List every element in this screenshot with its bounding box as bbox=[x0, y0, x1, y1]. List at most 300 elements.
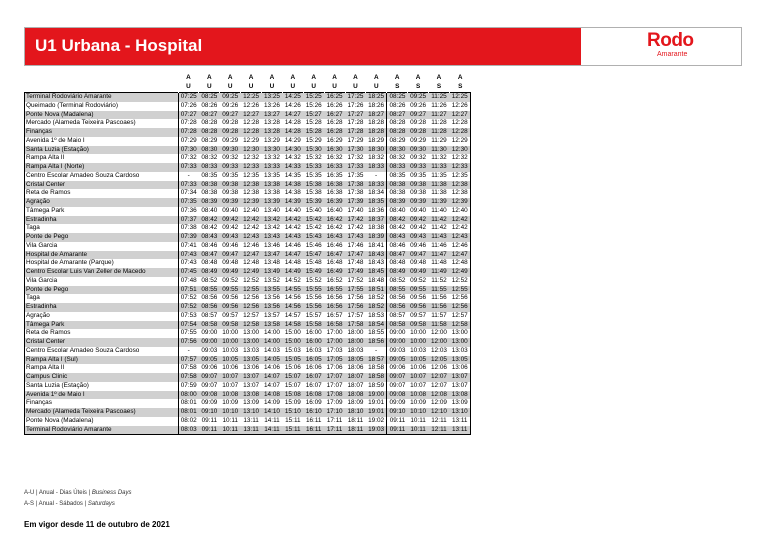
departure-time: 16:38 bbox=[326, 189, 343, 197]
departure-time: 12:49 bbox=[449, 268, 470, 277]
departure-time: 12:06 bbox=[430, 364, 447, 372]
departure-time: 08:55 bbox=[387, 286, 408, 295]
stop-name: Reta de Ramos bbox=[25, 189, 179, 198]
departure-time: 09:35 bbox=[410, 171, 427, 179]
departure-time: 08:27 bbox=[199, 111, 220, 120]
departure-time: 09:39 bbox=[408, 198, 429, 207]
departure-time: 09:48 bbox=[222, 259, 239, 267]
table-row bbox=[25, 102, 471, 111]
logo-subtitle: Amarante bbox=[657, 51, 688, 58]
departure-time: 09:49 bbox=[408, 268, 429, 277]
departure-time: 18:55 bbox=[368, 329, 385, 337]
departure-time: 07:52 bbox=[180, 294, 197, 302]
departure-time: 12:30 bbox=[241, 146, 262, 155]
departure-time: 12:56 bbox=[449, 303, 470, 312]
departure-time: 14:07 bbox=[263, 381, 280, 389]
departure-time: 08:58 bbox=[199, 321, 220, 330]
departure-time: 11:29 bbox=[431, 136, 447, 144]
stop-name: Cristal Center bbox=[25, 181, 179, 190]
departure-time: 14:43 bbox=[282, 233, 303, 242]
departure-time: 12:25 bbox=[449, 93, 470, 102]
stop-name: Campus Clinic bbox=[25, 373, 179, 382]
table-row bbox=[25, 154, 471, 163]
table-row bbox=[25, 146, 471, 155]
departure-time: 18:52 bbox=[366, 303, 387, 312]
header-row-2 bbox=[25, 83, 471, 93]
departure-time: 17:46 bbox=[347, 241, 364, 249]
departure-time: 15:35 bbox=[305, 171, 322, 179]
departure-time: 12:42 bbox=[243, 224, 260, 232]
departure-time: 10:09 bbox=[410, 399, 427, 407]
table-row bbox=[25, 399, 471, 408]
departure-time: 13:03 bbox=[449, 347, 470, 356]
departure-time: 12:42 bbox=[449, 216, 470, 225]
departure-time: 09:52 bbox=[222, 276, 239, 284]
departure-time: 17:57 bbox=[347, 311, 364, 319]
departure-time: 16:03 bbox=[305, 346, 322, 354]
departure-time: 10:11 bbox=[222, 416, 238, 424]
departure-time: 12:57 bbox=[449, 312, 470, 321]
departure-time: 08:40 bbox=[201, 206, 218, 214]
departure-time: 18:57 bbox=[366, 356, 387, 365]
departure-time: 14:09 bbox=[263, 399, 280, 407]
departure-time: 16:39 bbox=[324, 198, 345, 207]
departure-time: 18:30 bbox=[366, 146, 387, 155]
departure-time: 13:55 bbox=[262, 286, 283, 295]
departure-time: 08:56 bbox=[199, 303, 220, 312]
departure-time: 13:43 bbox=[262, 233, 283, 242]
departure-time: 07:30 bbox=[178, 146, 199, 155]
table-row bbox=[25, 111, 471, 120]
departure-time: 15:00 bbox=[284, 329, 301, 337]
departure-time: 10:00 bbox=[220, 338, 241, 347]
departure-time: 09:29 bbox=[222, 136, 239, 144]
departure-time: 07:53 bbox=[180, 311, 197, 319]
departure-time: 15:29 bbox=[305, 136, 322, 144]
departure-time: 16:00 bbox=[305, 329, 322, 337]
departure-time: 15:11 bbox=[282, 426, 303, 435]
departure-time: 08:57 bbox=[201, 311, 218, 319]
departure-time: 09:47 bbox=[408, 251, 429, 260]
departure-time: 11:43 bbox=[429, 233, 450, 242]
departure-time: 15:56 bbox=[305, 294, 322, 302]
table-row bbox=[25, 268, 471, 277]
departure-time: 11:39 bbox=[429, 198, 450, 207]
departure-time: 17:09 bbox=[326, 399, 343, 407]
departure-time: 11:56 bbox=[429, 303, 450, 312]
departure-time: 10:07 bbox=[408, 373, 429, 382]
departure-time: 14:28 bbox=[284, 119, 301, 127]
table-row bbox=[25, 338, 471, 347]
departure-time: 09:25 bbox=[408, 93, 429, 102]
logo-wordmark: Rodo bbox=[647, 30, 694, 51]
departure-time: 13:42 bbox=[262, 216, 283, 225]
departure-time: 15:00 bbox=[282, 338, 303, 347]
departure-time: 13:06 bbox=[449, 364, 470, 373]
column-header: A bbox=[366, 74, 387, 83]
departure-time: 17:00 bbox=[324, 338, 345, 347]
stop-name: Centro Escolar Luis Van Zeller de Macedo bbox=[25, 268, 179, 277]
departure-time: 08:49 bbox=[199, 268, 220, 277]
departure-time: 15:47 bbox=[303, 251, 324, 260]
departure-time: 08:28 bbox=[387, 119, 408, 128]
departure-time: 16:11 bbox=[303, 426, 324, 435]
departure-time: 16:26 bbox=[326, 101, 343, 109]
title-bar bbox=[25, 28, 581, 65]
departure-time: 17:42 bbox=[345, 216, 366, 225]
departure-time: - bbox=[187, 346, 190, 354]
table-row bbox=[25, 93, 471, 102]
departure-time: 10:07 bbox=[410, 381, 427, 389]
departure-time: 16:27 bbox=[324, 111, 345, 120]
table-row bbox=[25, 347, 471, 356]
departure-time: 17:27 bbox=[345, 111, 366, 120]
departure-time: 09:52 bbox=[410, 276, 427, 284]
departure-time: 07:43 bbox=[178, 251, 199, 260]
departure-time: 16:30 bbox=[324, 146, 345, 155]
departure-time: 12:40 bbox=[449, 207, 470, 216]
departure-time: 09:33 bbox=[408, 163, 429, 172]
table-row bbox=[25, 364, 471, 373]
departure-time: 09:46 bbox=[410, 241, 427, 249]
departure-time: 18:56 bbox=[366, 338, 387, 347]
departure-time: 11:40 bbox=[431, 206, 447, 214]
departure-time: 08:47 bbox=[387, 251, 408, 260]
departure-time: 19:02 bbox=[368, 416, 385, 424]
departure-time: 07:26 bbox=[180, 101, 197, 109]
departure-time: 17:30 bbox=[345, 146, 366, 155]
departure-time: 08:01 bbox=[178, 408, 199, 417]
departure-time: 19:01 bbox=[368, 399, 385, 407]
departure-time: 16:07 bbox=[303, 373, 324, 382]
departure-time: 18:35 bbox=[366, 198, 387, 207]
departure-time: - bbox=[375, 171, 378, 179]
departure-time: 09:42 bbox=[408, 216, 429, 225]
departure-time: 14:38 bbox=[284, 189, 301, 197]
departure-time: 18:38 bbox=[368, 224, 385, 232]
departure-time: 12:48 bbox=[243, 259, 260, 267]
table-row bbox=[25, 207, 471, 216]
departure-time: 11:26 bbox=[431, 101, 447, 109]
stop-name: Terminal Rodoviário Amarante bbox=[25, 93, 179, 102]
departure-time: 18:07 bbox=[345, 373, 366, 382]
legend-english: Business Days bbox=[91, 490, 132, 496]
departure-time: 17:10 bbox=[324, 408, 345, 417]
departure-time: 14:00 bbox=[262, 338, 283, 347]
departure-time: 08:48 bbox=[387, 259, 408, 268]
departure-time: 09:38 bbox=[220, 181, 241, 190]
table-row bbox=[25, 382, 471, 391]
departure-time: 07:58 bbox=[178, 373, 199, 382]
departure-time: 16:49 bbox=[324, 268, 345, 277]
departure-time: 08:43 bbox=[387, 233, 408, 242]
departure-time: 18:07 bbox=[347, 381, 364, 389]
departure-time: 10:07 bbox=[220, 373, 241, 382]
departure-time: 12:30 bbox=[449, 146, 470, 155]
departure-time: 16:56 bbox=[326, 294, 343, 302]
departure-time: 08:29 bbox=[387, 137, 408, 146]
departure-time: 12:42 bbox=[449, 224, 470, 233]
departure-time: 13:35 bbox=[263, 171, 280, 179]
column-header: U bbox=[262, 83, 283, 93]
departure-time: 18:00 bbox=[345, 338, 366, 347]
departure-time: 18:39 bbox=[366, 233, 387, 242]
table-row bbox=[25, 119, 471, 128]
departure-time: 18:33 bbox=[366, 163, 387, 172]
departure-time: 09:08 bbox=[387, 391, 408, 400]
departure-time: 08:35 bbox=[387, 172, 408, 181]
departure-time: 14:49 bbox=[282, 268, 303, 277]
departure-time: 18:28 bbox=[368, 119, 385, 127]
departure-time: 17:56 bbox=[347, 294, 364, 302]
departure-time: 08:02 bbox=[180, 416, 197, 424]
departure-time: 09:07 bbox=[199, 373, 220, 382]
stop-name: Finanças bbox=[25, 399, 179, 408]
departure-time: 15:58 bbox=[303, 321, 324, 330]
departure-time: 09:47 bbox=[220, 251, 241, 260]
departure-time: 15:38 bbox=[303, 181, 324, 190]
departure-time: 15:42 bbox=[303, 216, 324, 225]
departure-time: 08:39 bbox=[387, 198, 408, 207]
departure-time: 12:33 bbox=[241, 163, 262, 172]
departure-time: 14:00 bbox=[263, 329, 280, 337]
table-row bbox=[25, 417, 471, 426]
departure-time: 14:38 bbox=[282, 181, 303, 190]
departure-time: 09:38 bbox=[410, 189, 427, 197]
departure-time: 17:07 bbox=[324, 373, 345, 382]
column-header: A bbox=[282, 74, 303, 83]
departure-time: 07:25 bbox=[178, 93, 199, 102]
departure-time: 14:30 bbox=[282, 146, 303, 155]
departure-time: 07:29 bbox=[180, 136, 197, 144]
departure-time: 08:33 bbox=[387, 163, 408, 172]
departure-time: 11:35 bbox=[431, 171, 447, 179]
column-header: S bbox=[449, 83, 470, 93]
departure-time: 11:52 bbox=[431, 276, 447, 284]
column-header: A bbox=[345, 74, 366, 83]
column-header: A bbox=[303, 74, 324, 83]
departure-time: 08:26 bbox=[387, 102, 408, 111]
departure-time: 18:59 bbox=[368, 381, 385, 389]
departure-time: 10:10 bbox=[408, 408, 429, 417]
departure-time: 15:26 bbox=[305, 101, 322, 109]
stop-name: Rampa Alta I (Sul) bbox=[25, 356, 179, 365]
stop-name: Mercado (Alameda Teixeira Pascoaes) bbox=[25, 119, 179, 128]
legend-english: Saturdays bbox=[87, 501, 115, 507]
departure-time: 12:32 bbox=[449, 154, 470, 163]
departure-time: 08:28 bbox=[387, 128, 408, 137]
table-row bbox=[25, 356, 471, 365]
departure-time: 16:11 bbox=[305, 416, 322, 424]
departure-time: 13:09 bbox=[243, 399, 260, 407]
departure-time: 13:28 bbox=[263, 119, 280, 127]
departure-time: 10:03 bbox=[410, 346, 427, 354]
departure-time: 10:07 bbox=[222, 381, 239, 389]
departure-time: 07:35 bbox=[178, 198, 199, 207]
departure-time: 07:34 bbox=[180, 189, 197, 197]
departure-time: 17:56 bbox=[345, 303, 366, 312]
departure-time: 11:28 bbox=[431, 119, 447, 127]
departure-time: 13:11 bbox=[449, 417, 470, 426]
table-row bbox=[25, 189, 471, 198]
departure-time: 15:52 bbox=[305, 276, 322, 284]
departure-time: 12:40 bbox=[243, 206, 260, 214]
departure-time: 08:42 bbox=[387, 216, 408, 225]
departure-time: 09:08 bbox=[199, 391, 220, 400]
stop-name: Santa Luzia (Estação) bbox=[25, 146, 179, 155]
departure-time: 12:43 bbox=[449, 233, 470, 242]
departure-time: 18:09 bbox=[347, 399, 364, 407]
departure-time: 09:07 bbox=[201, 381, 218, 389]
departure-time: 13:39 bbox=[262, 198, 283, 207]
departure-time: 08:56 bbox=[387, 303, 408, 312]
stop-name: Santa Luzia (Estação) bbox=[25, 382, 179, 391]
departure-time: 09:03 bbox=[387, 347, 408, 356]
stop-name: Tâmega Park bbox=[25, 207, 179, 216]
departure-time: - bbox=[187, 171, 190, 179]
column-header: U bbox=[199, 83, 220, 93]
departure-time: 09:32 bbox=[222, 154, 239, 162]
departure-time: 09:00 bbox=[387, 329, 408, 338]
departure-time: 11:38 bbox=[429, 181, 450, 190]
departure-time: 08:26 bbox=[201, 101, 218, 109]
departure-time: 13:56 bbox=[262, 303, 283, 312]
departure-time: 13:00 bbox=[241, 338, 262, 347]
departure-time: 08:28 bbox=[199, 128, 220, 137]
departure-time: 15:03 bbox=[284, 346, 301, 354]
stop-name: Hospital de Amarante bbox=[25, 251, 179, 260]
departure-time: 14:10 bbox=[262, 408, 283, 417]
departure-time: 09:28 bbox=[220, 128, 241, 137]
table-row bbox=[25, 294, 471, 303]
departure-time: 14:05 bbox=[262, 356, 283, 365]
departure-time: 10:05 bbox=[220, 356, 241, 365]
departure-time: 09:40 bbox=[410, 206, 427, 214]
departure-time: 08:47 bbox=[199, 251, 220, 260]
column-header: U bbox=[282, 83, 303, 93]
departure-time: 10:06 bbox=[410, 364, 427, 372]
departure-time: 18:32 bbox=[368, 154, 385, 162]
departure-time: 14:40 bbox=[284, 206, 301, 214]
departure-time: 12:38 bbox=[241, 181, 262, 190]
table-row bbox=[25, 277, 471, 286]
departure-time: 12:27 bbox=[449, 111, 470, 120]
departure-time: 15:10 bbox=[282, 408, 303, 417]
departure-time: 07:59 bbox=[180, 381, 197, 389]
departure-time: 09:06 bbox=[201, 364, 218, 372]
departure-time: 17:08 bbox=[324, 391, 345, 400]
departure-time: 18:45 bbox=[366, 268, 387, 277]
departure-time: - bbox=[375, 346, 378, 354]
table-row bbox=[25, 373, 471, 382]
table-row bbox=[25, 181, 471, 190]
column-header: A bbox=[220, 74, 241, 83]
departure-time: 12:58 bbox=[449, 321, 470, 330]
departure-time: 14:56 bbox=[282, 303, 303, 312]
stop-name: Rampa Alta II bbox=[25, 364, 179, 373]
departure-time: 08:52 bbox=[387, 277, 408, 286]
departure-time: 18:29 bbox=[368, 136, 385, 144]
departure-time: 13:00 bbox=[449, 338, 470, 347]
valid-from-notice: Em vigor desde 11 de outubro de 2021 bbox=[24, 520, 170, 529]
departure-time: 12:39 bbox=[241, 198, 262, 207]
legend-saturdays bbox=[24, 501, 115, 507]
departure-time: 15:57 bbox=[305, 311, 322, 319]
departure-time: 13:29 bbox=[263, 136, 280, 144]
departure-time: 09:30 bbox=[408, 146, 429, 155]
column-header: S bbox=[408, 83, 429, 93]
departure-time: 07:27 bbox=[178, 111, 199, 120]
departure-time: 08:32 bbox=[201, 154, 218, 162]
departure-time: 15:49 bbox=[303, 268, 324, 277]
legend-code: A-S | Anual - Sábados | bbox=[24, 501, 88, 507]
departure-time: 13:32 bbox=[263, 154, 280, 162]
table-row bbox=[25, 233, 471, 242]
departure-time: 13:07 bbox=[243, 381, 260, 389]
departure-time: 10:05 bbox=[408, 356, 429, 365]
departure-time: 15:30 bbox=[303, 146, 324, 155]
departure-time: 09:28 bbox=[408, 128, 429, 137]
departure-time: 08:25 bbox=[199, 93, 220, 102]
departure-time: 18:48 bbox=[368, 276, 385, 284]
departure-time: 09:55 bbox=[220, 286, 241, 295]
departure-time: 07:43 bbox=[180, 259, 197, 267]
departure-time: 17:38 bbox=[347, 189, 364, 197]
departure-time: 15:08 bbox=[282, 391, 303, 400]
column-header: A bbox=[387, 74, 408, 83]
column-header: A bbox=[199, 74, 220, 83]
departure-time: 13:42 bbox=[263, 224, 280, 232]
departure-time: 17:28 bbox=[345, 128, 366, 137]
departure-time: 16:48 bbox=[326, 259, 343, 267]
departure-time: 10:03 bbox=[222, 346, 239, 354]
departure-time: 14:11 bbox=[262, 426, 283, 435]
departure-time: 16:42 bbox=[326, 224, 343, 232]
column-header: A bbox=[241, 74, 262, 83]
departure-time: 09:43 bbox=[408, 233, 429, 242]
departure-time: 13:10 bbox=[449, 408, 470, 417]
departure-time: 16:29 bbox=[326, 136, 343, 144]
departure-time: 07:39 bbox=[178, 233, 199, 242]
departure-time: 07:52 bbox=[178, 303, 199, 312]
table-row bbox=[25, 312, 471, 321]
departure-time: 14:06 bbox=[263, 364, 280, 372]
departure-time: 09:42 bbox=[220, 216, 241, 225]
departure-time: 12:47 bbox=[449, 251, 470, 260]
stop-name: Centro Escolar Amadeo Souza Cardoso bbox=[25, 172, 179, 181]
departure-time: 08:56 bbox=[201, 294, 218, 302]
column-header: A bbox=[408, 74, 429, 83]
departure-time: 16:57 bbox=[326, 311, 343, 319]
departure-time: 12:07 bbox=[430, 381, 447, 389]
departure-time: 09:57 bbox=[410, 311, 427, 319]
departure-time: 13:33 bbox=[262, 163, 283, 172]
departure-time: 10:00 bbox=[410, 329, 427, 337]
departure-time: 14:58 bbox=[282, 321, 303, 330]
departure-time: 13:07 bbox=[241, 373, 262, 382]
stop-name: Queimado (Terminal Rodoviário) bbox=[25, 102, 179, 111]
stop-name: Ponte Nova (Madalena) bbox=[25, 111, 179, 120]
stop-name: Finanças bbox=[25, 128, 179, 137]
departure-time: 08:52 bbox=[201, 276, 218, 284]
departure-time: 09:35 bbox=[222, 171, 239, 179]
departure-time: 12:00 bbox=[430, 329, 447, 337]
departure-time: 15:09 bbox=[284, 399, 301, 407]
departure-time: 14:03 bbox=[263, 346, 280, 354]
departure-time: 16:25 bbox=[324, 93, 345, 102]
timetable bbox=[24, 74, 471, 435]
departure-time: 18:05 bbox=[345, 356, 366, 365]
